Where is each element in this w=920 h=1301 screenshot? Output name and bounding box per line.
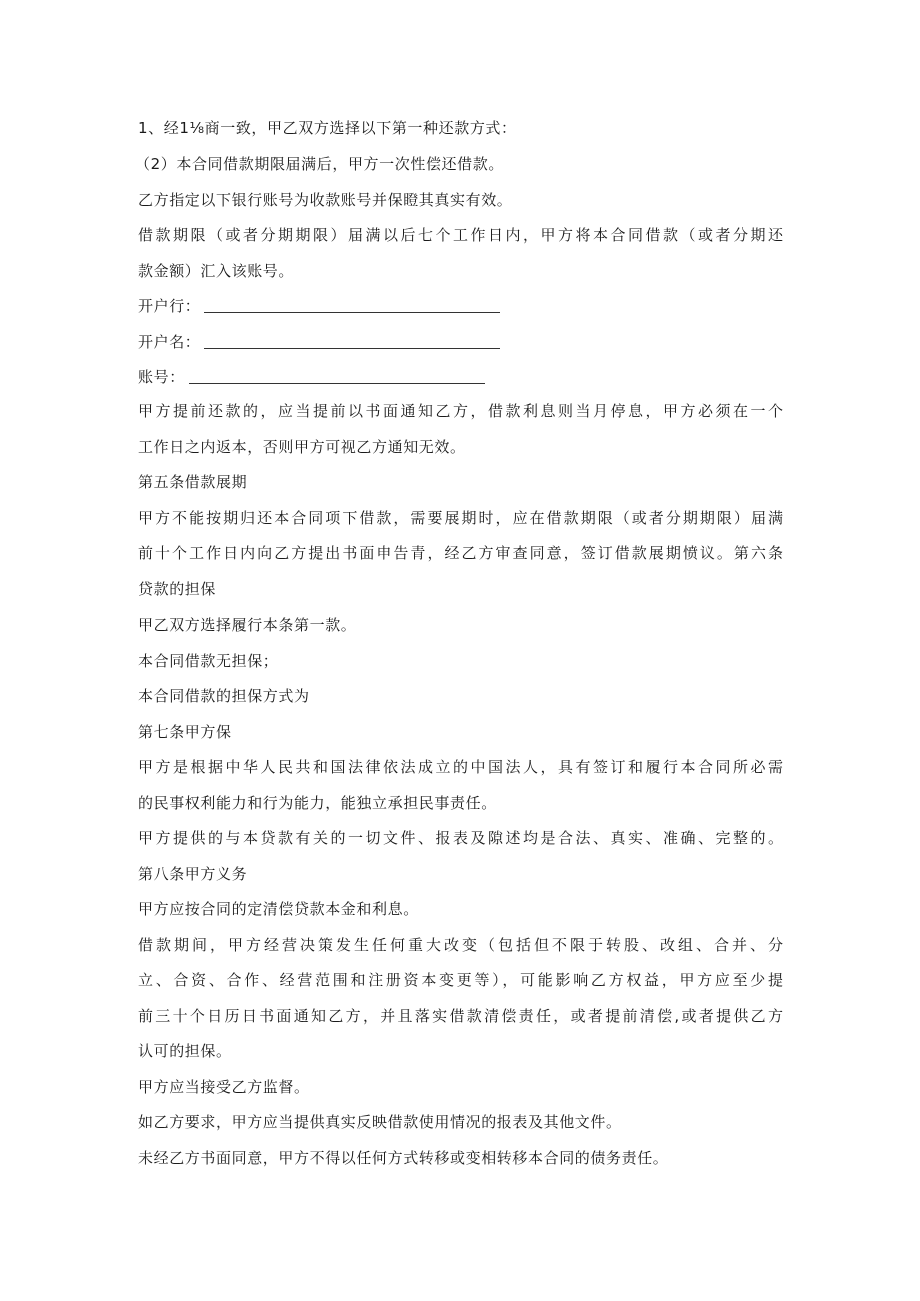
account-name-label: 开户名：	[138, 333, 201, 351]
debt-transfer-clause: 未经乙方书面同意，甲方不得以任何方式转移或变相转移本合同的债务责任。	[138, 1149, 669, 1167]
extension-clause-line2: 前十个工作日内向乙方提出书面申告青，经乙方审查同意，签订借款展期愤议。第六条	[138, 544, 783, 562]
account-name-blank-line	[204, 348, 500, 349]
remittance-clause-line2: 款金额）汇入该账号。	[138, 262, 295, 280]
account-no-label: 账号：	[138, 368, 185, 386]
article-6-heading: 贷款的担保	[138, 580, 217, 598]
account-designation: 乙方指定以下银行账号为收款账号并保瞪其真实有效。	[138, 191, 513, 209]
account-no-field	[138, 366, 485, 388]
article-7-heading: 第七条甲方保	[138, 723, 232, 741]
major-change-line2: 立、合资、合作、经营范围和注册资本变更等），可能影响乙方权益，甲方应至少提	[138, 971, 783, 989]
major-change-line1: 借款期间，甲方经营决策发生任何重大改变（包括但不限于转股、改组、合并、分	[138, 936, 783, 954]
extension-clause-line1: 甲方不能按期归还本合同项下借款，需要展期时，应在借款期限（或者分期期限）届满	[138, 509, 783, 527]
party-a-status-line2: 的民事权利能力和行为能力，能独立承担民事责任。	[138, 794, 497, 812]
account-no-blank-line	[189, 383, 485, 384]
article-8-heading: 第八条甲方义务	[138, 865, 248, 883]
bank-label: 开户行：	[138, 297, 201, 315]
article-5-heading: 第五条借款展期	[138, 473, 248, 491]
repay-principal-clause: 甲方应按合同的定清偿贷款本金和利息。	[138, 900, 419, 918]
repayment-clause: 1、经1⅛商一致，甲乙双方选择以下第一种还款方式：	[138, 119, 517, 137]
repayment-option-2: （2）本合同借款期限届满后，甲方一次性偿还借款。	[135, 155, 504, 173]
account-name-field	[138, 331, 500, 353]
documents-warranty: 甲方提供的与本贷款有关的一切文件、报表及隙述均是合法、真实、准确、完整的。	[138, 829, 783, 847]
supervision-clause: 甲方应当接受乙方监督。	[138, 1078, 310, 1096]
major-change-line3: 前三十个日历日书面通知乙方，并且落实借款清偿责任，或者提前清偿,或者提供乙方	[138, 1007, 783, 1025]
early-repayment-line1: 甲方提前还款的，应当提前以书面通知乙方，借款利息则当月停息，甲方必须在一个	[138, 402, 783, 420]
no-guarantee: 本合同借款无担保；	[138, 652, 279, 670]
major-change-line4: 认可的担保。	[138, 1042, 232, 1060]
guarantee-method: 本合同借款的担保方式为	[138, 687, 310, 705]
remittance-clause-line1: 借款期限（或者分期期限）届满以后七个工作日内，甲方将本合同借款（或者分期还	[138, 226, 783, 244]
early-repayment-line2: 工作日之内返本，否则甲方可视乙方通知无效。	[138, 438, 466, 456]
bank-field	[138, 295, 500, 317]
bank-blank-line	[204, 312, 500, 313]
reporting-clause: 如乙方要求，甲方应当提供真实反映借款使用情况的报表及其他文件。	[138, 1113, 622, 1131]
guarantee-choice: 甲乙双方选择履行本条第一款。	[138, 616, 357, 634]
party-a-status-line1: 甲方是根据中华人民共和国法律依法成立的中国法人，具有签订和履行本合同所必需	[138, 758, 783, 776]
